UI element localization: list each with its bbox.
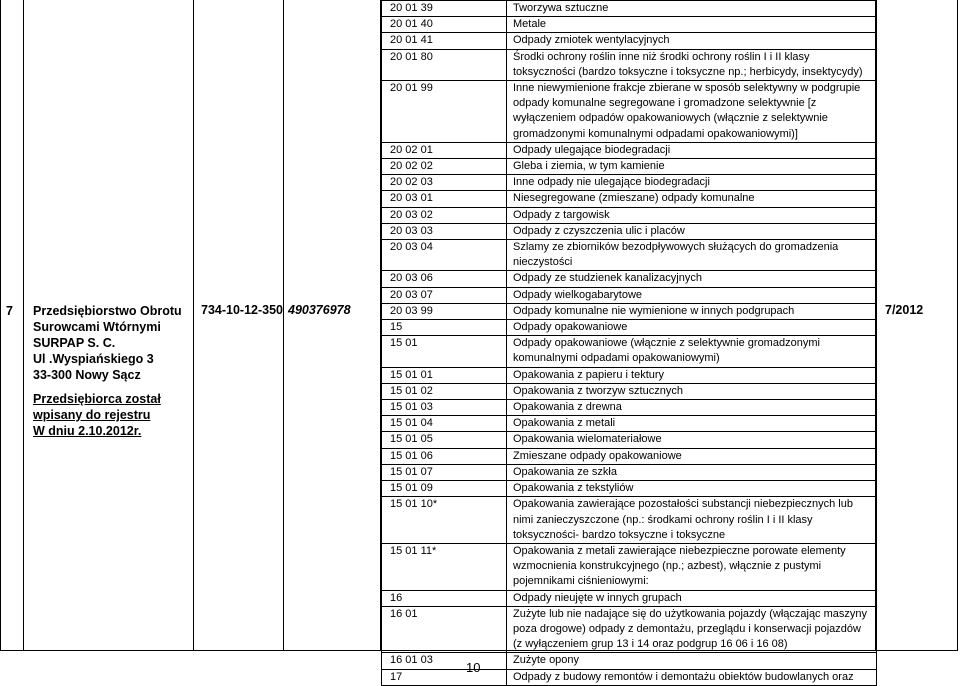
waste-description (507, 367, 877, 383)
waste-code: 15 01 06 (382, 448, 507, 464)
waste-row (382, 464, 877, 480)
waste-row (382, 271, 877, 287)
waste-code: 20 02 02 (382, 159, 507, 175)
waste-description-line: Tworzywa sztuczne (513, 2, 609, 14)
waste-code: 20 01 80 (382, 49, 507, 80)
regon-number: 490376978 (288, 303, 351, 317)
waste-description (507, 383, 877, 399)
waste-description-line: Opakowania zawierające pozostałości substancji niebezpiecznych lub (513, 498, 853, 511)
waste-description (507, 1, 877, 17)
waste-row (382, 383, 877, 399)
waste-row (382, 1, 877, 17)
company-line: 33-300 Nowy Sącz (33, 368, 141, 382)
waste-code: 15 01 09 (382, 481, 507, 497)
waste-code: 20 01 99 (382, 81, 507, 143)
waste-row (382, 590, 877, 606)
waste-description (507, 49, 877, 80)
permit-number: 7/2012 (885, 303, 924, 317)
waste-description (507, 432, 877, 448)
waste-row (382, 432, 877, 448)
waste-description-line: poza drogowe) odpady z demontażu, przeglądu i konserwacji pojazdów (513, 622, 861, 635)
waste-description-line: Odpady z budowy remontów i demontażu obiektów budowlanych oraz (513, 670, 854, 683)
waste-description-line: Odpady wielkogabarytowe (513, 288, 643, 301)
waste-description (507, 590, 877, 606)
waste-row (382, 175, 877, 191)
company-info (33, 303, 193, 439)
col-border-nip (283, 0, 284, 651)
waste-row (382, 669, 877, 685)
waste-description (507, 142, 877, 158)
waste-code: 15 01 (382, 336, 507, 367)
waste-description-line: toksyczności- bardzo toksyczne i toksyczne (513, 528, 726, 541)
waste-row (382, 17, 877, 33)
waste-description-line: nieczystości (513, 256, 573, 269)
waste-description (507, 320, 877, 336)
waste-description (507, 223, 877, 239)
waste-code: 20 03 03 (382, 223, 507, 239)
col-border-lp (23, 0, 24, 651)
waste-code: 15 01 05 (382, 432, 507, 448)
waste-description (507, 33, 877, 49)
company-line: Ul .Wyspiańskiego 3 (33, 352, 154, 366)
waste-code: 20 02 03 (382, 175, 507, 191)
waste-code: 16 (382, 590, 507, 606)
waste-description-line: nimi zanieczyszczone (np.: środkami ochrony roślin I i II klasy (513, 513, 813, 526)
waste-description-line: wyłączeniem odpadów opakowaniowych (włącznie z selektywnie (513, 112, 828, 125)
waste-description (507, 81, 877, 143)
waste-description-line: odpady komunalne segregowane i gromadzone selektywnie [z (513, 97, 817, 110)
waste-description (507, 336, 877, 367)
page-number: 10 (466, 660, 481, 675)
waste-description-line: Opakowania z metali (513, 417, 616, 430)
waste-description-line: Gleba i ziemia, w tym kamienie (513, 160, 665, 173)
waste-description (507, 448, 877, 464)
registry-note-line: wpisany do rejestru (33, 408, 151, 422)
waste-description (507, 481, 877, 497)
waste-description-line: Niesegregowane (zmieszane) odpady komunalne (513, 192, 755, 205)
col-border-company (193, 0, 194, 651)
waste-codes-table (381, 0, 877, 686)
waste-code: 15 01 03 (382, 400, 507, 416)
waste-code: 20 03 06 (382, 271, 507, 287)
waste-description-line: Odpady zmiotek wentylacyjnych (513, 34, 670, 47)
waste-description (507, 464, 877, 480)
waste-description (507, 400, 877, 416)
waste-code: 15 (382, 320, 507, 336)
waste-description-line: Odpady z targowisk (513, 208, 610, 221)
waste-code: 15 01 02 (382, 383, 507, 399)
waste-row (382, 543, 877, 590)
waste-description-line: Opakowania z papieru i tektury (513, 368, 665, 381)
waste-description (507, 17, 877, 33)
waste-description-line: pojemnikami ciśnieniowymi: (513, 575, 649, 588)
waste-row (382, 223, 877, 239)
waste-description-line: Opakowania z metali zawierające niebezpieczne porowate elementy (513, 544, 846, 557)
waste-row (382, 33, 877, 49)
waste-description (507, 543, 877, 590)
company-line: Surowcami Wtórnymi (33, 320, 161, 334)
waste-description-line: Inne niewymienione frakcje zbierane w sposób selektywny w podgrupie (513, 82, 861, 95)
waste-row (382, 367, 877, 383)
waste-code: 20 01 39 (382, 1, 507, 17)
waste-code: 16 01 03 (382, 653, 507, 669)
waste-description (507, 175, 877, 191)
waste-row (382, 653, 877, 669)
waste-code: 20 03 07 (382, 287, 507, 303)
waste-description-line: Odpady komunalne nie wymienione w innych podgrupach (513, 304, 795, 317)
waste-code: 17 (382, 669, 507, 685)
waste-description (507, 287, 877, 303)
waste-description-line: Zmieszane odpady opakowaniowe (513, 449, 682, 462)
waste-row (382, 287, 877, 303)
entry-number: 7 (6, 304, 13, 318)
waste-code: 20 01 41 (382, 33, 507, 49)
waste-description (507, 653, 877, 669)
waste-description-line: Szlamy ze zbiorników bezodpływowych służących do gromadzenia (513, 241, 839, 254)
waste-row (382, 336, 877, 367)
waste-row (382, 240, 877, 271)
registry-note-line: Przedsiębiorca został (33, 392, 161, 406)
waste-description-line: Odpady ze studzienek kanalizacyjnych (513, 272, 702, 285)
waste-description (507, 207, 877, 223)
waste-description-line: gromadzonymi komunalnymi odpadami opakowaniowymi)] (513, 127, 798, 140)
waste-row (382, 448, 877, 464)
waste-row (382, 303, 877, 319)
waste-code: 15 01 11* (382, 543, 507, 590)
waste-code: 20 03 02 (382, 207, 507, 223)
waste-row (382, 497, 877, 544)
waste-description-line: Odpady nieujęte w innych grupach (513, 591, 682, 604)
waste-description (507, 303, 877, 319)
waste-description-line: Opakowania ze szkła (513, 465, 617, 478)
waste-description-line: Zużyte lub nie nadające się do użytkowania pojazdy (włączając maszyny (513, 607, 868, 620)
registry-note-line: W dniu 2.10.2012r. (33, 424, 142, 438)
waste-row (382, 400, 877, 416)
waste-code: 15 01 07 (382, 464, 507, 480)
waste-description-line: Środki ochrony roślin inne niż środki ochrony roślin I i II klasy (513, 50, 810, 63)
nip-number: 734-10-12-350 (201, 303, 284, 317)
waste-row (382, 159, 877, 175)
col-border-left (0, 0, 1, 651)
waste-code: 15 01 01 (382, 367, 507, 383)
waste-description-line: komunalnymi odpadami opakowaniowymi) (513, 352, 720, 365)
waste-description (507, 271, 877, 287)
waste-description-line: Odpady ulegające biodegradacji (513, 143, 671, 156)
waste-row (382, 142, 877, 158)
waste-description (507, 497, 877, 544)
waste-description-line: Inne odpady nie ulegające biodegradacji (513, 176, 710, 189)
company-line: Przedsiębiorstwo Obrotu (33, 304, 182, 318)
waste-description-line: Metale (513, 18, 547, 31)
waste-code: 20 01 40 (382, 17, 507, 33)
waste-row (382, 416, 877, 432)
waste-code: 20 03 04 (382, 240, 507, 271)
waste-description-line: Odpady opakowaniowe (włącznie z selektywnie gromadzonymi (513, 337, 820, 350)
waste-row (382, 81, 877, 143)
waste-row (382, 49, 877, 80)
waste-row (382, 207, 877, 223)
waste-row (382, 481, 877, 497)
waste-code: 20 03 01 (382, 191, 507, 207)
waste-description-line: Opakowania z tworzyw sztucznych (513, 384, 683, 397)
waste-description (507, 669, 877, 685)
waste-description (507, 240, 877, 271)
waste-code: 15 01 04 (382, 416, 507, 432)
waste-row (382, 191, 877, 207)
waste-description-line: toksyczności (bardzo toksyczne i toksyczne np.; herbicydy, insektycydy) (513, 65, 863, 78)
waste-description (507, 606, 877, 653)
col-border-right (957, 0, 958, 651)
company-line: SURPAP S. C. (33, 336, 116, 350)
waste-row (382, 320, 877, 336)
waste-description-line: Odpady z czyszczenia ulic i placów (513, 224, 685, 237)
waste-description (507, 416, 877, 432)
waste-code: 20 03 99 (382, 303, 507, 319)
waste-description-line: Odpady opakowaniowe (513, 321, 628, 334)
waste-description-line: Opakowania z drewna (513, 401, 622, 414)
waste-description-line: Opakowania wielomateriałowe (513, 433, 662, 446)
waste-description-line: Opakowania z tekstyliów (513, 482, 634, 495)
waste-description (507, 191, 877, 207)
waste-code: 20 02 01 (382, 142, 507, 158)
waste-code: 16 01 (382, 606, 507, 653)
waste-row (382, 606, 877, 653)
waste-description (507, 159, 877, 175)
waste-description-line: (z wyłączeniem grup 13 i 14 oraz podgrup 16 06 i 16 08) (513, 638, 788, 651)
waste-code: 15 01 10* (382, 497, 507, 544)
waste-description-line: Zużyte opony (513, 654, 580, 667)
waste-description-line: wzmocnienia konstrukcyjnego (np.; azbest), włącznie z pustymi (513, 560, 822, 573)
